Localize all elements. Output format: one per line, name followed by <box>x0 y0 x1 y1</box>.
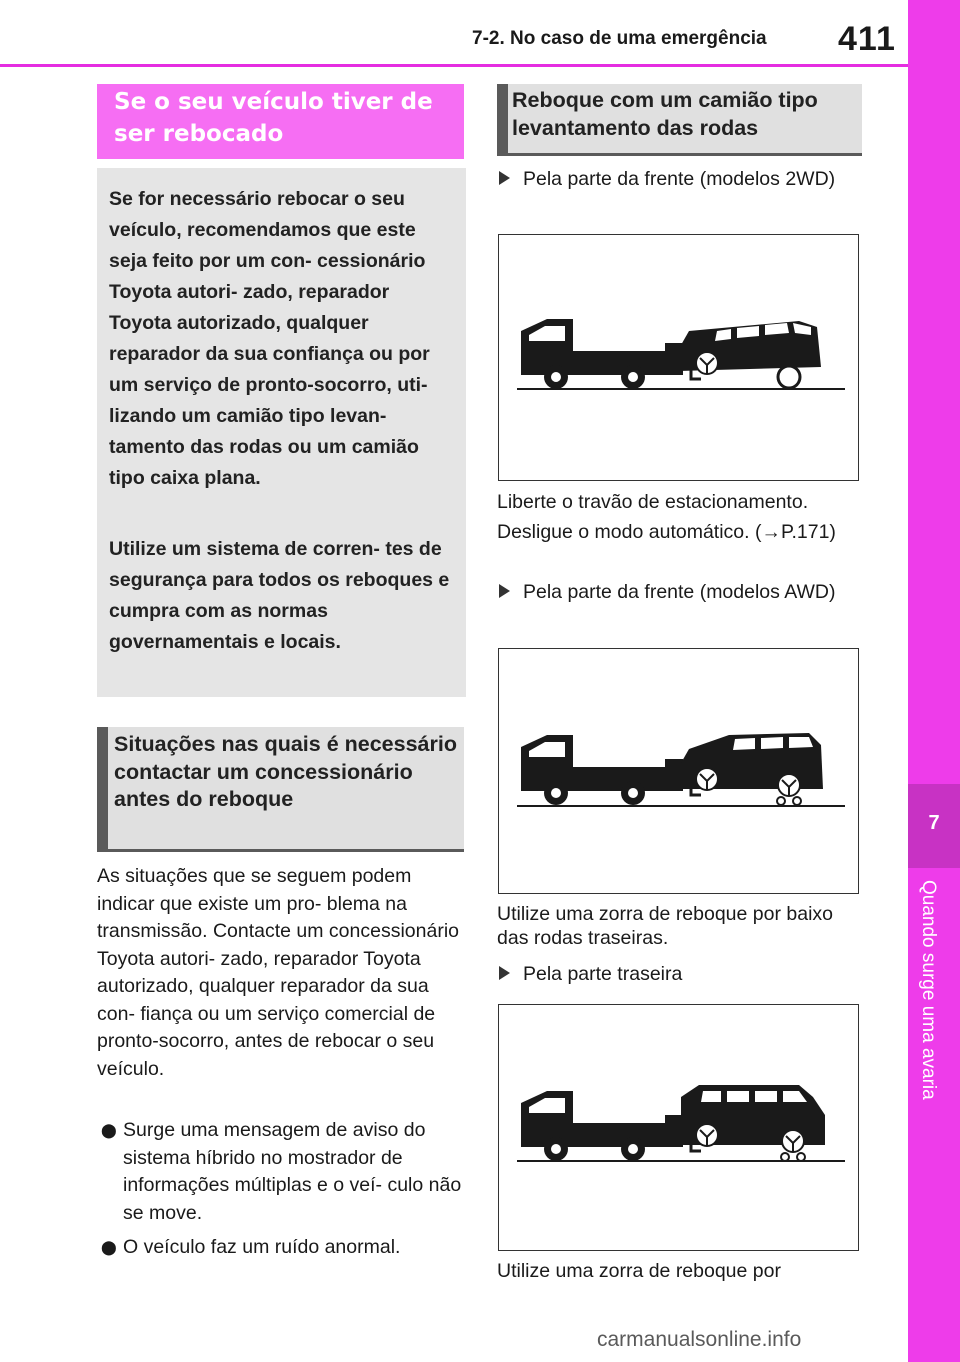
bullet-dot-icon: ⬤ <box>101 1122 117 1138</box>
note-dolly-rear: Utilize uma zorra de reboque por baixo das rodas traseiras. <box>497 903 834 949</box>
page-number: 411 <box>838 20 896 58</box>
list-item: ⬤ O veículo faz um ruído anormal. <box>97 1234 462 1262</box>
dealer-body-text: As situações que se seguem podem indicar que existe um pro- blema na transmissão. Contacte um concessionário Toyota autori- zado, reparador Toyota autorizado, qualquer reparador da sua con- fiança ou um serviço comercial de pronto-socorro, antes de rebocar o seu veículo. <box>97 865 459 1080</box>
note-dolly-continued: Utilize uma zorra de reboque por <box>497 1260 781 1282</box>
chapter-number: 7 <box>928 812 940 834</box>
header-section-title: 7-2. No caso de uma emergência <box>472 28 767 49</box>
triangle-bullet-icon <box>499 966 510 980</box>
list-item: ⬤ Surge uma mensagem de aviso do sistema híbrido no mostrador de informações múltiplas e o veí- culo não se move. <box>101 1119 462 1224</box>
bullet-dot-icon: ⬤ <box>101 1239 117 1255</box>
triangle-bullet-icon <box>499 584 510 598</box>
list-item: Pela parte da frente (modelos AWD) <box>497 580 857 604</box>
towing-paragraph-1: Se for necessário rebocar o seu veículo, recomendamos que este seja feito por um con- cessionário Toyota autori- zado, reparador Toyota autorizado, qualquer reparador da sua confiança ou por um serviço de pronto-socorro, uti- lizando um camião tipo levan- tamento das rodas ou um camião tipo caixa plana. <box>109 188 430 489</box>
chapter-side-tab <box>908 0 960 1362</box>
section-wheel-lift-heading: Reboque com um camião tipo levantamento das rodas <box>512 88 818 140</box>
list-item: Pela parte traseira <box>497 962 857 986</box>
section-dealer-heading: Situações nas quais é necessário contactar um concessionário antes do reboque <box>114 732 457 811</box>
header-divider <box>0 64 908 67</box>
section-towing-heading: Se o seu veículo tiver de ser rebocado <box>114 89 433 147</box>
tow-truck-front-awd-icon <box>499 649 857 892</box>
tow-truck-rear-icon <box>499 1005 857 1249</box>
tow-truck-front-2wd-icon <box>499 235 857 479</box>
tow-front-2wd-illustration <box>498 234 859 481</box>
tow-front-awd-illustration <box>498 648 859 894</box>
chapter-title: Quando surge uma avaria <box>918 880 939 1100</box>
tow-rear-illustration <box>498 1004 859 1251</box>
watermark-text: carmanualsonline.info <box>597 1328 802 1351</box>
note-auto-mode: Desligue o modo automático. (→P.171) <box>497 521 836 543</box>
towing-paragraph-2: Utilize um sistema de corren- tes de segurança para todos os reboques e cumpra com as normas governamentais e locais. <box>109 538 450 653</box>
note-parking-brake: Liberte o travão de estacionamento. <box>497 491 809 513</box>
list-item: Pela parte da frente (modelos 2WD) <box>497 167 857 191</box>
triangle-bullet-icon <box>499 171 510 185</box>
